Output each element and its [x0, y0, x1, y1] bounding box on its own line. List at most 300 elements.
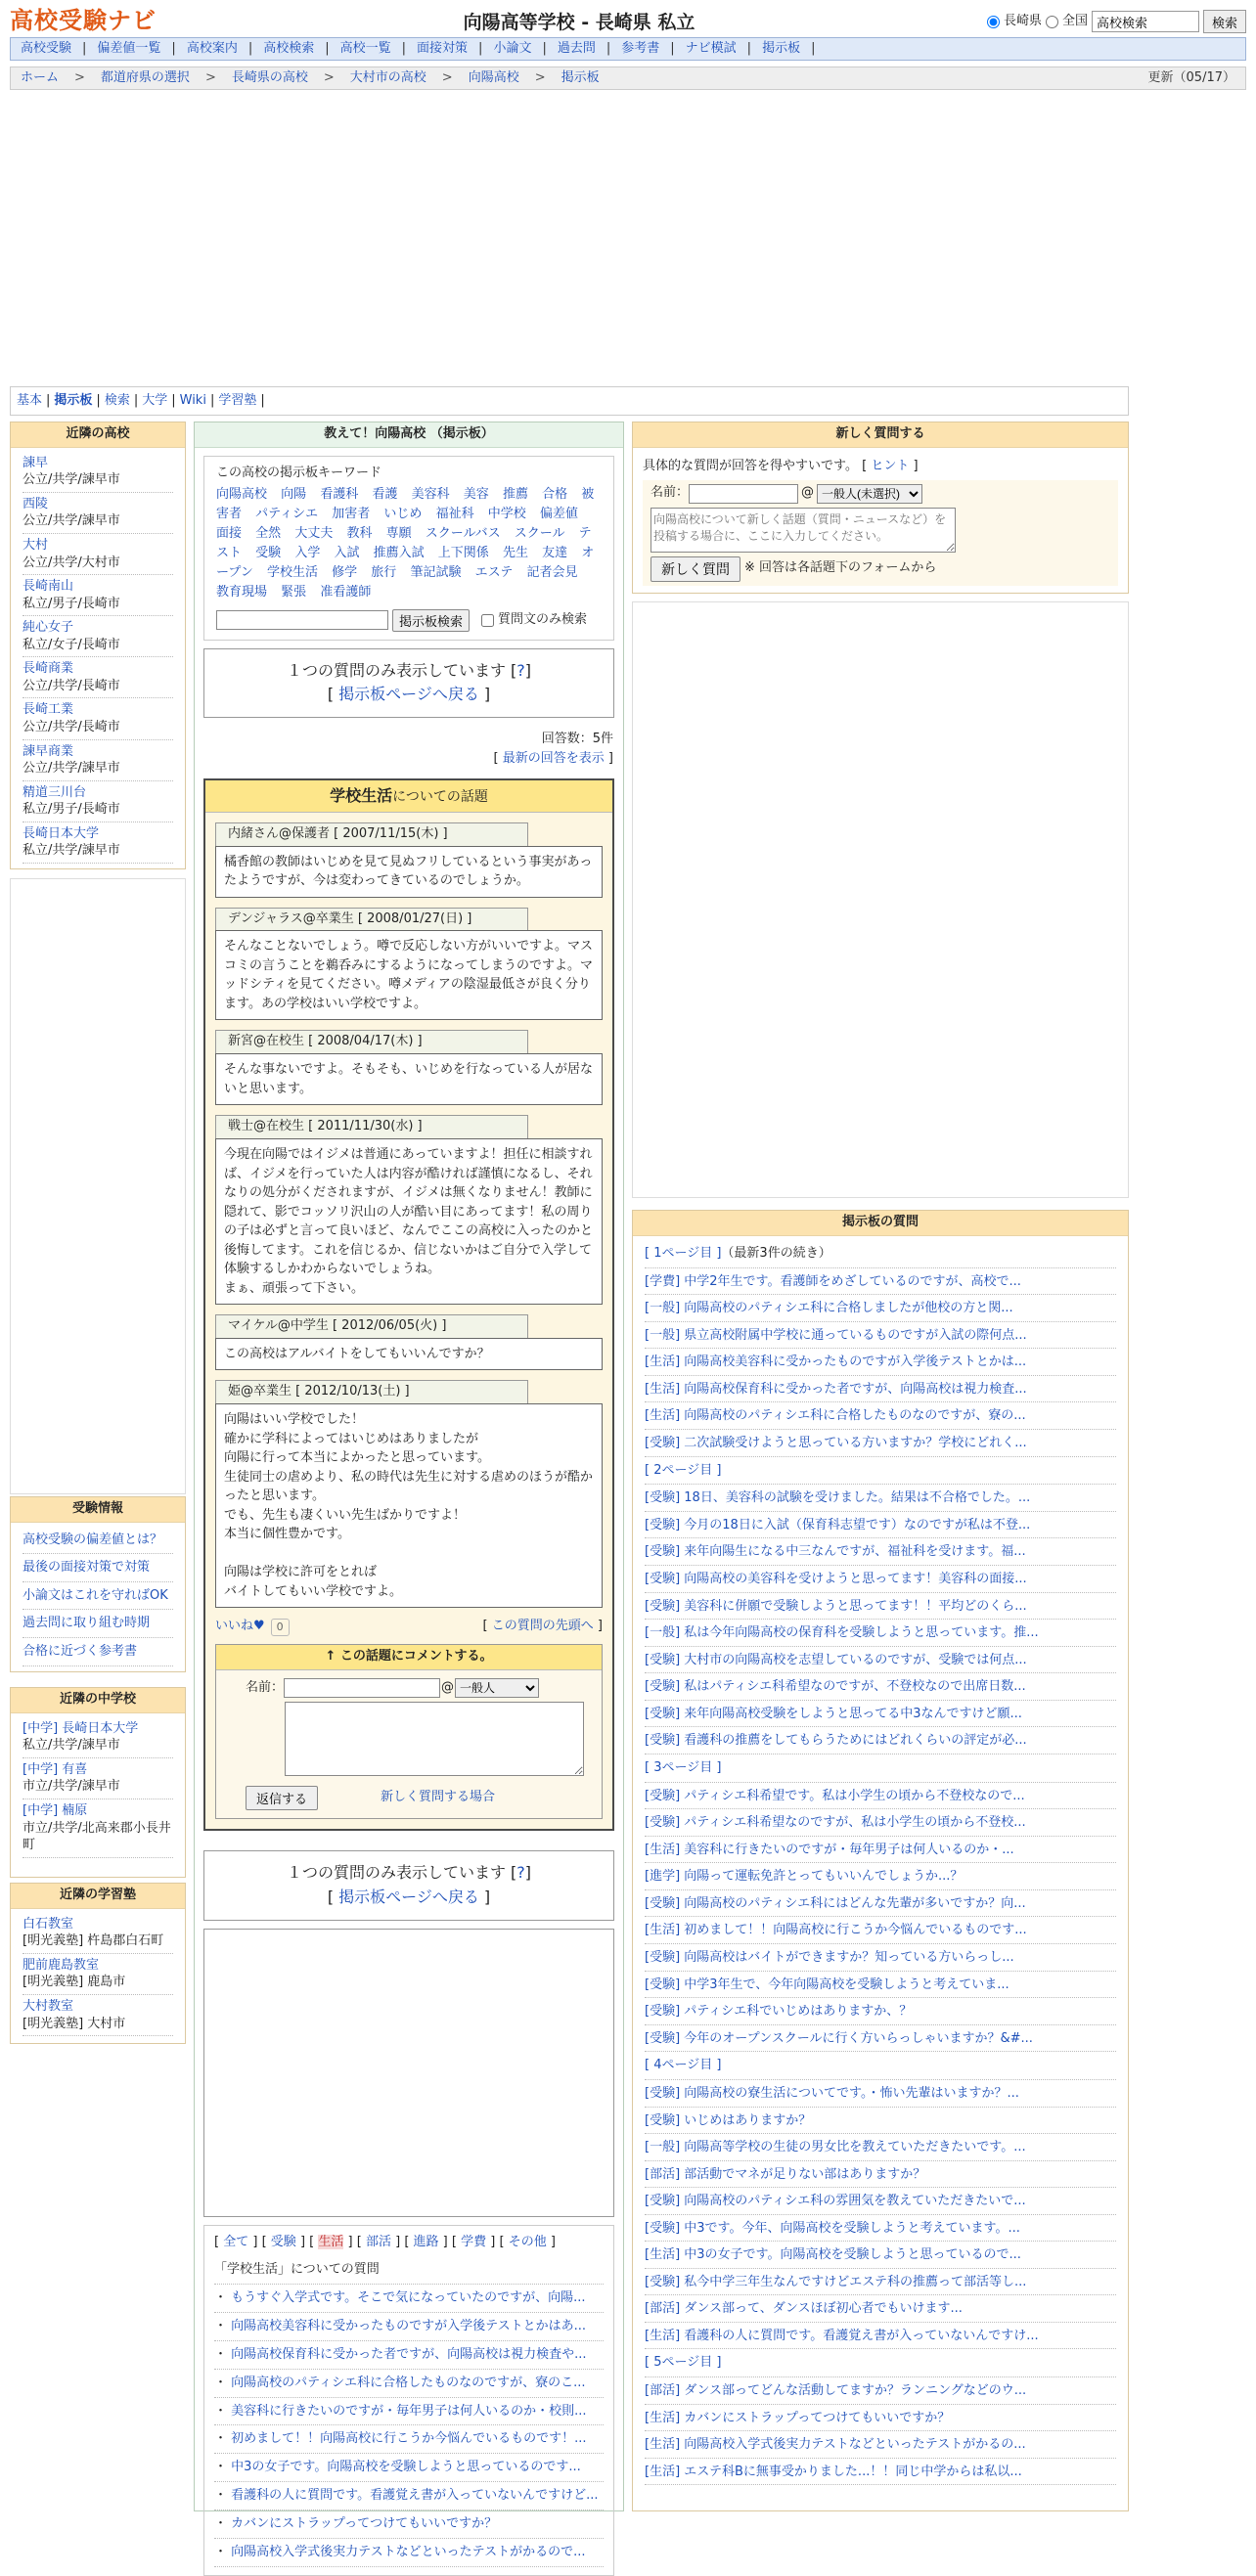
question-link[interactable]: [生活] 初めまして！！向陽高校に行こうか今悩んでいるものです... [645, 1923, 1027, 1938]
nav-separator: | [401, 40, 407, 56]
post-body: 橘香館の教師はいじめを見て見ぬフリしているという事実があったようですが、今は変わってきているのでしょうか。 [215, 846, 603, 898]
search-button[interactable]: 検索 [1203, 10, 1246, 33]
question-item [645, 1402, 1116, 1430]
question-only-checkbox[interactable] [481, 614, 494, 627]
list-item-link[interactable]: 諫早商業 [22, 743, 74, 759]
list-item-sub: 私立/女子/長崎市 [22, 637, 120, 652]
list-item [22, 781, 173, 822]
nav-item[interactable]: 高校受験 [21, 40, 72, 56]
help-link-2[interactable]: ? [516, 1862, 525, 1882]
question-item [645, 2459, 1116, 2486]
question-link[interactable]: [部活] ダンス部って、ダンスほぼ初心者でもいけます... [645, 2301, 963, 2317]
nav-item[interactable]: 高校案内 [186, 40, 238, 56]
nav-item[interactable]: 小論文 [493, 40, 532, 56]
keyword-link[interactable]: 被害者 [216, 486, 595, 521]
nav-separator: | [746, 40, 752, 56]
keyword-link[interactable]: 入学 [294, 546, 321, 561]
list-item [22, 698, 173, 739]
keyword-link[interactable]: 推薦入試 [373, 546, 425, 561]
question-item [645, 1349, 1116, 1376]
list-item-link[interactable]: 肥前鹿島教室 [22, 1957, 100, 1973]
exam-info-link[interactable]: 小論文はこれを守ればOK [22, 1587, 168, 1603]
list-item [22, 1995, 173, 2036]
breadcrumb-separator: > [441, 69, 453, 85]
keyword-link[interactable]: 美容科 [411, 486, 450, 502]
newq-name-input[interactable] [689, 484, 798, 504]
radio-pref-label: 長崎県 [1003, 13, 1042, 28]
list-item-link[interactable]: [中学] 楠原 [22, 1803, 88, 1819]
related-item: ・ 初めまして！！向陽高校に行こうか今悩んでいるものです！... [214, 2425, 604, 2454]
list-item [22, 1582, 173, 1611]
back-to-board-link[interactable]: 掲示板ページへ戻る [338, 685, 479, 704]
post-body: 向陽はいい学校でした！ 確かに学科によってはいじめはありましたが 向陽に行って本当によかったと思っています。 生徒同士の虐めより、私の時代は先生に対する虐めのほうが酷かったと思います。 でも、先生も凄くいい先生ばかりですよ！ 本当に個性豊かです。 向陽は学校に許可をとれば バイトしてもいい学校ですよ。 [215, 1403, 603, 1608]
question-link[interactable]: [受験] 看護科の推薦をしてもらうためにはどれくらいの評定が必... [645, 1733, 1027, 1749]
list-item-link[interactable]: 西陵 [22, 496, 49, 511]
nav-item[interactable]: ナビ模試 [685, 40, 737, 56]
list-item-link[interactable]: 長崎工業 [22, 702, 74, 718]
related-item: ・ 看護科の人に質問です。看護覚え書が入っていないんですけど... [214, 2482, 604, 2510]
nav-item[interactable]: 偏差値一覧 [97, 40, 161, 56]
list-item-link[interactable]: 長崎南山 [22, 579, 74, 595]
list-item [22, 1913, 173, 1954]
page-link[interactable]: [ 4ページ目 ] [645, 2058, 722, 2073]
keyword-link[interactable]: 面接 [216, 525, 243, 541]
board-questions-list [633, 1236, 1128, 2490]
reply-button[interactable]: 返信する [246, 1786, 318, 1810]
topic-category: 学校生活 [330, 786, 393, 806]
question-link[interactable]: [生活] 向陽高校保育科に受かった者ですが、向陽高校は視力検査... [645, 1381, 1027, 1397]
list-item [22, 493, 173, 534]
back-close-2: ] [478, 1887, 491, 1906]
question-item [645, 2242, 1116, 2269]
related-link[interactable]: 向陽高校のパティシエ科に合格したものなのですが、寮のこ... [231, 2375, 586, 2390]
category-tab[interactable]: 進路 [413, 2234, 439, 2249]
keyword-link[interactable]: 教科 [346, 525, 373, 541]
keyword-link[interactable]: 福祉科 [435, 506, 474, 521]
comment-textarea[interactable] [285, 1702, 584, 1776]
keyword-search-button[interactable]: 掲示板検索 [392, 609, 470, 632]
site-logo[interactable]: 高校受験ナビ [10, 7, 157, 34]
question-item [645, 2377, 1116, 2405]
comment-submit-row [246, 1786, 572, 1810]
page-link[interactable]: [ 1ページ目 ] [645, 1245, 722, 1261]
nav-item[interactable]: 高校検索 [263, 40, 315, 56]
list-item-link[interactable]: 大村教室 [22, 1999, 74, 2015]
list-item-sub: 公立/共学/諫早市 [22, 513, 120, 529]
list-item [22, 1527, 173, 1555]
breadcrumb-separator: > [323, 69, 335, 85]
list-item [22, 534, 173, 575]
list-item [22, 1638, 173, 1666]
latest-close: ] [604, 751, 613, 767]
nearby-jhs-panel [10, 1687, 186, 1878]
question-link[interactable]: [受験] パティシエ科希望なのですが、私は小学生の頃から不登校... [645, 1815, 1026, 1831]
question-item [645, 2108, 1116, 2135]
question-top-link[interactable]: この質問の先頭へ [491, 1619, 594, 1634]
page-link[interactable]: [ 2ページ目 ] [645, 1462, 722, 1478]
keyword-search-row [216, 609, 602, 632]
question-link[interactable]: [一般] 向陽高校のパティシエ科に合格しましたが他校の方と関... [645, 1301, 1013, 1316]
question-link[interactable]: [生活] 向陽高校のパティシエ科に合格したものなのですが、寮の... [645, 1408, 1026, 1424]
breadcrumb-item[interactable]: 向陽高校 [468, 69, 519, 85]
breadcrumb-item[interactable]: 掲示板 [561, 69, 600, 85]
question-link[interactable]: [生活] 看護科の人に質問です。看護覚え書が入っていないんですけ... [645, 2328, 1039, 2343]
post [215, 1030, 603, 1105]
keyword-link[interactable]: テスト [216, 525, 592, 561]
subnav-separator: | [133, 392, 139, 408]
list-item-link[interactable]: 純心女子 [22, 620, 74, 636]
list-item-sub: 私立/男子/長崎市 [22, 596, 120, 611]
keyword-link[interactable]: 加害者 [332, 506, 371, 521]
breadcrumb-separator: > [534, 69, 546, 85]
question-link[interactable]: [受験] 大村市の向陽高校を志望しているのですが、受験では何点... [645, 1652, 1027, 1667]
first-open: [ [482, 1619, 492, 1634]
board-questions-title: 掲示板の質問 [633, 1211, 1128, 1236]
list-item-link[interactable]: 大村 [22, 538, 49, 554]
post-author: デンジャラス@卒業生 [ 2008/01/27(日) ] [215, 908, 528, 931]
keyword-link[interactable]: 向陽 [281, 486, 307, 502]
center-ad-box [203, 1929, 614, 2217]
related-item: ・ カバンにストラップってつけてもいいですか？ [214, 2510, 604, 2539]
list-item-sub: 私立/共学/諫早市 [22, 1738, 120, 1754]
keyword-link[interactable]: 友達 [542, 546, 568, 561]
keyword-link[interactable]: オープン [216, 546, 595, 581]
show-latest-link[interactable]: 最新の回答を表示 [502, 751, 605, 767]
list-item [22, 616, 173, 657]
help-link[interactable]: ? [516, 660, 525, 680]
related-link[interactable]: 向陽高校保育科に受かった者ですが、向陽高校は視力検査や... [231, 2346, 587, 2362]
related-link[interactable]: もうすぐ入学式です。そこで気になっていたのですが、向陽... [231, 2290, 586, 2306]
question-link[interactable]: [受験] 向陽高校の寮生活についてです。・怖い先輩はいますか？... [645, 2085, 1019, 2101]
question-link[interactable]: [受験] 向陽高校のパティシエ科にはどんな先輩が多いですか？向... [645, 1895, 1026, 1911]
related-item: ・ 向陽高校のパティシエ科に合格したものなのですが、寮のこ... [214, 2370, 604, 2398]
related-link[interactable]: 初めまして！！向陽高校に行こうか今悩んでいるものです！... [231, 2431, 587, 2447]
exam-info-title: 受験情報 [11, 1497, 185, 1523]
category-tab[interactable]: 全て [223, 2234, 249, 2249]
keyword-search-input[interactable] [216, 610, 388, 630]
nav-item[interactable]: 掲示板 [762, 40, 801, 56]
topic-thread [203, 778, 614, 1831]
nav-item[interactable]: 高校一覧 [339, 40, 391, 56]
question-link[interactable]: [受験] 18日、美容科の試験を受けました。結果は不合格でした。... [645, 1490, 1031, 1506]
keyword-link[interactable]: 偏差値 [539, 506, 578, 521]
list-item-sub: [明光義塾] 大村市 [22, 2016, 126, 2031]
comment-form [215, 1644, 603, 1819]
question-item [645, 1620, 1116, 1647]
subnav-separator: | [46, 392, 51, 408]
nav-separator: | [606, 40, 611, 56]
exam-info-link[interactable]: 合格に近づく参考書 [22, 1644, 138, 1660]
list-item [22, 1610, 173, 1638]
question-link[interactable]: [学費] 中学2年生です。看護師をめざしているのですが、高校で... [645, 1273, 1021, 1289]
page-link[interactable]: [ 3ページ目 ] [645, 1759, 722, 1775]
keyword-link[interactable]: 看護 [372, 486, 398, 502]
keyword-link[interactable]: いじめ [383, 506, 423, 521]
latest-open: [ [493, 751, 503, 767]
post [215, 1380, 603, 1608]
question-link[interactable]: [受験] パティシエ科でいじめはありますか、？ [645, 2004, 913, 2020]
list-item-sub: 私立/男子/長崎市 [22, 802, 120, 818]
breadcrumb-item[interactable]: 大村市の高校 [349, 69, 426, 85]
question-item [645, 1566, 1116, 1593]
question-link[interactable]: [生活] 向陽高校入学式後実力テストなどといったテストがかるの... [645, 2437, 1026, 2453]
subnav-item[interactable]: 検索 [104, 392, 130, 408]
related-link[interactable]: カバンにストラップってつけてもいいですか？ [231, 2515, 498, 2531]
list-item [22, 1954, 173, 1995]
question-item [645, 1593, 1116, 1621]
keyword-link[interactable]: パティシエ [255, 506, 319, 521]
list-item-link[interactable]: 長崎商業 [22, 661, 74, 677]
exam-info-list [11, 1523, 185, 1670]
nearby-jhs-title: 近隣の中学校 [11, 1688, 185, 1713]
nearby-schools-title: 近隣の高校 [11, 422, 185, 448]
category-tab[interactable]: 受験 [270, 2234, 296, 2249]
exam-info-link[interactable]: 過去問に取り組む時期 [22, 1616, 151, 1631]
question-link[interactable]: [受験] 向陽高校のパティシエ科の雰囲気を教えていただきたいで... [645, 2194, 1026, 2209]
keyword-link[interactable]: 推薦 [502, 486, 528, 502]
question-link[interactable]: [部活] ダンス部ってどんな活動してますか？ランニングなどのウ... [645, 2383, 1027, 2399]
question-item [645, 1512, 1116, 1539]
related-link[interactable]: 中3の女子です。向陽高校を受験しようと思っているのです... [231, 2460, 581, 2475]
radio-all-label: 全国 [1061, 13, 1088, 28]
single-notice-close: ] [524, 660, 532, 680]
new-question-body [633, 448, 1128, 596]
keyword-link[interactable]: 記者会見 [526, 565, 578, 581]
breadcrumb-item[interactable]: 都道府県の選択 [100, 69, 190, 85]
newq-name-row: 名前： @ 一般人(未選択) [650, 484, 1110, 504]
question-item [645, 2134, 1116, 2161]
related-link[interactable]: 向陽高校入学式後実力テストなどといったテストがかるので... [231, 2544, 586, 2559]
question-link[interactable]: [受験] パティシエ科希望です。私は小学生の頃から不登校なので... [645, 1788, 1025, 1803]
back-to-board-link-2[interactable]: 掲示板ページへ戻る [338, 1887, 479, 1906]
post-body: この高校はアルバイトをしてもいいんですか？ [215, 1338, 603, 1371]
answer-count: 回答数：5件 [541, 732, 613, 747]
category-tab[interactable]: 生活 [318, 2234, 344, 2249]
list-item-link[interactable]: 白石教室 [22, 1916, 74, 1932]
search-input[interactable] [1092, 11, 1199, 32]
nav-separator: | [811, 40, 816, 56]
keyword-link[interactable]: 教育現場 [216, 585, 268, 600]
board-questions-panel [632, 1210, 1129, 2511]
category-tab[interactable]: 学費 [461, 2234, 487, 2249]
subnav-separator: | [96, 392, 101, 408]
question-only-label: 質問文のみ検索 [498, 611, 588, 627]
subnav-item[interactable]: 掲示板 [54, 392, 93, 408]
newq-role-select[interactable] [817, 484, 922, 504]
topic-suffix: についての話題 [392, 789, 488, 806]
keyword-link[interactable]: 受験 [255, 546, 282, 561]
breadcrumb-item[interactable]: 長崎県の高校 [231, 69, 308, 85]
question-item [645, 1485, 1116, 1512]
keyword-link[interactable]: 全然 [255, 525, 282, 541]
radio-all[interactable] [1046, 16, 1058, 28]
question-link[interactable]: [受験] 今月の18日に入試（保育科志望です）なのですが私は不登... [645, 1517, 1031, 1532]
keyword-link[interactable]: 上下関係 [437, 546, 489, 561]
exam-info-link[interactable]: 高校受験の偏差値とは？ [22, 1532, 163, 1547]
question-link[interactable]: [受験] 中3です。今年、向陽高校を受験しようと考えています。... [645, 2220, 1020, 2236]
category-tab[interactable]: 部活 [365, 2234, 391, 2249]
keyword-link[interactable]: スクール [514, 525, 565, 541]
list-item-link[interactable]: 長崎日本大学 [22, 825, 100, 841]
keyword-link[interactable]: 学校生活 [266, 565, 318, 581]
back-close: ] [478, 685, 491, 704]
page-header [645, 1457, 1116, 1486]
page-note: （最新3件の続き） [721, 1245, 831, 1261]
keyword-link[interactable]: 緊張 [281, 585, 307, 600]
question-link[interactable]: [受験] 今年のオープンスクールに行く方いらっしゃいますか？&#... [645, 2030, 1033, 2046]
exam-info-link[interactable]: 最後の面接対策で対策 [22, 1560, 151, 1576]
question-item [645, 2323, 1116, 2350]
board-title: 教えて！向陽高校 （掲示板） [195, 422, 623, 448]
related-item: ・ 向陽高校保育科に受かった者ですが、向陽高校は視力検査や... [214, 2341, 604, 2370]
subnav-item[interactable]: Wiki [179, 392, 206, 408]
keyword-link[interactable]: 美容 [463, 486, 489, 502]
keyword-link[interactable]: 看護科 [320, 486, 359, 502]
nav-item[interactable]: 面接対策 [417, 40, 469, 56]
question-item [645, 1701, 1116, 1728]
question-item [645, 1837, 1116, 1864]
list-item [22, 657, 173, 698]
newq-submit-row [650, 556, 1110, 582]
related-list [214, 2285, 604, 2566]
category-tab[interactable]: その他 [508, 2234, 547, 2249]
question-link[interactable]: [生活] カバンにストラップってつけてもいいですか？ [645, 2410, 951, 2425]
like-button[interactable]: いいね♥ [215, 1619, 265, 1634]
related-link[interactable]: 看護科の人に質問です。看護覚え書が入っていないんですけど... [231, 2488, 599, 2504]
question-link[interactable]: [生活] エステ科Bに無事受かりました...！！同じ中学からは私以... [645, 2464, 1022, 2479]
subnav-item[interactable]: 学習塾 [218, 392, 257, 408]
list-item-sub: 公立/共学/長崎市 [22, 678, 120, 693]
nav-item[interactable]: 参考書 [621, 40, 660, 56]
keyword-link[interactable]: エステ [474, 565, 514, 581]
question-item [645, 2431, 1116, 2459]
updated-link[interactable]: 更新（05/17） [1147, 69, 1235, 85]
right-ad-box [632, 601, 1129, 1198]
keyword-link[interactable]: 先生 [502, 546, 528, 561]
question-link[interactable]: [受験] 向陽高校の美容科を受けようと思ってます！美容科の面接... [645, 1572, 1027, 1586]
nav-separator: | [542, 40, 547, 56]
list-item-link[interactable]: 諫早 [22, 455, 49, 470]
radio-pref[interactable] [987, 16, 1000, 28]
newq-textarea[interactable] [650, 508, 956, 553]
question-link[interactable]: [受験] 中学3年生で、今年向陽高校を受験しようと考えていま... [645, 1976, 1009, 1992]
nearby-schools-list [11, 448, 185, 867]
question-link[interactable]: [受験] 来年向陽高校受験をしようと思ってる中3なんですけど願... [645, 1706, 1022, 1721]
keyword-link[interactable]: スクールバス [425, 525, 501, 541]
question-link[interactable]: [受験] 向陽高校はバイトができますか？知っている方いらっし... [645, 1949, 1014, 1965]
first-close: ] [593, 1619, 603, 1634]
comment-name-input[interactable] [284, 1678, 440, 1698]
list-item-link[interactable]: [中学] 有喜 [22, 1761, 88, 1777]
list-item-sub: 私立/共学/諫早市 [22, 843, 120, 859]
nav-separator: | [670, 40, 675, 56]
list-item [22, 1554, 173, 1582]
breadcrumb-item[interactable]: ホーム [21, 69, 60, 85]
related-link[interactable]: 向陽高校美容科に受かったものですが入学後テストとかはあ... [231, 2319, 587, 2334]
question-link[interactable]: [一般] 向陽高等学校の生徒の男女比を教えていただきたいです。... [645, 2140, 1026, 2155]
post [215, 1314, 603, 1370]
keyword-link[interactable]: 向陽高校 [216, 486, 268, 502]
single-question-notice-bottom [203, 1850, 614, 1921]
keyword-link[interactable]: 筆記試験 [410, 565, 462, 581]
new-question-form [643, 480, 1118, 586]
answer-meta [204, 730, 613, 769]
nav-separator: | [325, 40, 330, 56]
question-item [645, 1998, 1116, 2025]
question-item [645, 1917, 1116, 1944]
subnav-item[interactable]: 大学 [142, 392, 168, 408]
question-link[interactable]: [生活] 向陽高校美容科に受かったものですが入学後テストとかは... [645, 1355, 1027, 1370]
page-header [645, 1240, 1116, 1268]
question-item [645, 1809, 1116, 1837]
question-link[interactable]: [受験] いじめはありますか？ [645, 2112, 812, 2128]
newq-submit-note: ※ 回答は各話題下のフォームから [744, 560, 937, 576]
header-search [987, 10, 1246, 33]
related-item: ・ 美容科に行きたいのですが・毎年男子は何人いるのか・校則... [214, 2398, 604, 2426]
page-title: 向陽高等学校 - 長崎県 私立 [463, 12, 695, 33]
keyword-link[interactable]: 専願 [385, 525, 412, 541]
breadcrumb [10, 67, 1246, 90]
question-link[interactable]: [受験] 私今中学三年生なんですけどエステ科の推薦って部活等し... [645, 2274, 1027, 2289]
question-link[interactable]: [受験] 私はパティシエ科希望なのですが、不登校なので出席日数... [645, 1679, 1026, 1695]
nav-item[interactable]: 過去問 [557, 40, 596, 56]
question-link[interactable]: [部活] 部活動でマネが足りない部はありますか？ [645, 2166, 926, 2182]
newq-submit-button[interactable]: 新しく質問 [650, 556, 740, 582]
hint-link[interactable]: ヒント [871, 458, 910, 473]
post-body: そんなことないでしょう。噂で反応しない方がいいですよ。マスコミの言うことを鵜呑みにするようになってしまうのですよ。マッドシティを見てください。噂メディアの陰湿最低さが良く分ります。あの学校はいい学校ですよ。 [215, 930, 603, 1020]
list-item-link[interactable]: 精道三川台 [22, 784, 87, 800]
subnav-item[interactable]: 基本 [17, 392, 43, 408]
comment-form-title: ↑ この話題にコメントする。 [216, 1645, 602, 1670]
single-question-notice [203, 648, 614, 719]
keyword-link[interactable]: 修学 [332, 565, 358, 581]
page-link[interactable]: [ 5ページ目 ] [645, 2355, 722, 2371]
new-question-link[interactable]: 新しく質問する場合 [381, 1790, 496, 1805]
question-link[interactable]: [生活] 中3の女子です。向陽高校を受験しようと思っているので... [645, 2247, 1021, 2263]
keyword-link[interactable]: 准看護師 [320, 585, 372, 600]
keyword-link[interactable]: 中学校 [487, 506, 526, 521]
question-item [645, 2025, 1116, 2053]
question-link[interactable]: [受験] 美容科に併願で受験しようと思ってます！！平均どのくら... [645, 1598, 1027, 1614]
board-panel [194, 422, 624, 2559]
question-link[interactable]: [生活] 美容科に行きたいのですが・毎年男子は何人いるのか・... [645, 1842, 1014, 1857]
nav-separator: | [247, 40, 253, 56]
question-item [645, 2269, 1116, 2296]
subnav-separator: | [260, 392, 265, 408]
question-link[interactable]: [一般] 私は今年向陽高校の保育科を受験しようと思っています。推... [645, 1625, 1039, 1641]
post-author: 新宮@在校生 [ 2008/04/17(木) ] [215, 1030, 528, 1053]
single-notice-text-2: １つの質問のみ表示しています [ [286, 1862, 517, 1882]
list-item-sub: 市立/共学/諫早市 [22, 1779, 120, 1795]
question-link[interactable]: [一般] 県立高校附属中学校に通っているものですが入試の際何点... [645, 1327, 1027, 1343]
post-actions [215, 1618, 603, 1636]
keyword-link[interactable]: 大丈夫 [294, 525, 334, 541]
question-link[interactable]: [進学] 向陽って運転免許とってもいいんでしょうか...？ [645, 1869, 964, 1885]
related-link[interactable]: 美容科に行きたいのですが・毎年男子は何人いるのか・校則... [231, 2403, 587, 2419]
list-item-link[interactable]: [中学] 長崎日本大学 [22, 1720, 139, 1736]
category-tabs: [ 全て ] [ 受験 ] [ 生活 ] [ 部活 ] [ 進路 ] [ 学費 ] [ その他 ] [214, 2234, 556, 2249]
site-header [10, 4, 1246, 35]
keyword-link[interactable]: 入試 [334, 546, 360, 561]
question-link[interactable]: [受験] 二次試験受けようと思っている方いますか？学校にどれく... [645, 1435, 1027, 1450]
question-link[interactable]: [受験] 来年向陽生になる中三なんですが、福祉科を受けます。福... [645, 1544, 1026, 1560]
nav-separator: | [171, 40, 176, 56]
keyword-link[interactable]: 合格 [542, 486, 568, 502]
comment-role-select[interactable] [455, 1678, 539, 1698]
list-item [22, 575, 173, 616]
topic-header [205, 780, 612, 812]
keyword-link[interactable]: 旅行 [371, 565, 397, 581]
